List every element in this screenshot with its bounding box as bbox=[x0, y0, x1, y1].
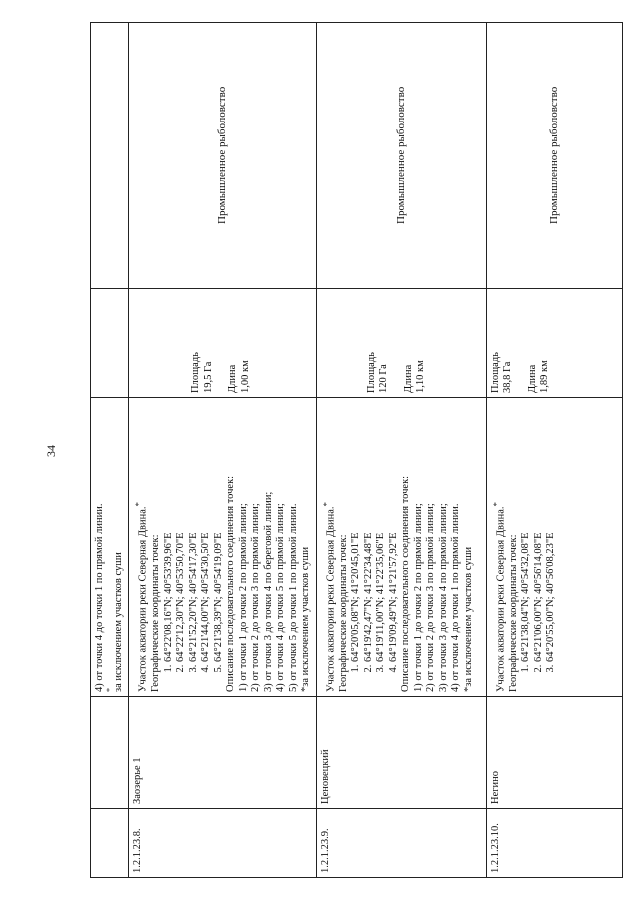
coords-heading: Географические координаты точек: bbox=[507, 534, 519, 692]
area-number: 1.2.1.23.9. bbox=[316, 809, 486, 878]
area-name: Негино bbox=[486, 697, 623, 809]
coord-item: 2. 64°22'12,30"N; 40°53'50,70"E bbox=[175, 402, 188, 662]
area-label: Площадь bbox=[489, 352, 501, 393]
connection-item: 4) от точки 4 до точки 5 по прямой линии; bbox=[275, 503, 286, 692]
coords-list bbox=[350, 402, 400, 692]
length-value: 1,00 км bbox=[239, 360, 251, 393]
asterisk: * bbox=[133, 502, 143, 507]
area-title: Участок акватории реки Северная Двина. bbox=[325, 506, 336, 692]
length-value: 1,10 км bbox=[415, 360, 426, 393]
length-label: Длина bbox=[227, 364, 238, 393]
coord-item: 3. 64°20'55,00"N; 40°56'08,23"E bbox=[545, 402, 558, 662]
connection-item: 4) от точки 4 до точки 1 по прямой линии. bbox=[450, 503, 461, 692]
coord-item: 2. 64°21'06,00"N; 40°56'14,08"E bbox=[533, 402, 546, 662]
connection-item: 2) от точки 2 до точки 3 по прямой линии; bbox=[425, 503, 436, 692]
coord-item: 3. 64°19'11,00"N; 41°22'35,06"E bbox=[375, 402, 388, 662]
rotated-table-wrapper bbox=[90, 68, 623, 878]
area-title: Участок акватории реки Северная Двина. bbox=[137, 506, 149, 692]
area-label: Площадь bbox=[190, 352, 201, 393]
cell-number-empty bbox=[91, 809, 129, 878]
asterisk: * bbox=[490, 502, 501, 507]
area-description bbox=[486, 398, 623, 697]
coord-item: 1. 64°22'08,16"N; 40°53'39,96"E bbox=[163, 402, 176, 662]
use-type: Промышленное рыболовство bbox=[394, 86, 407, 224]
cell-name-empty bbox=[91, 697, 129, 809]
footnote: *за исключением участков суши bbox=[300, 546, 311, 692]
page-number: 34 bbox=[44, 445, 58, 457]
table-row bbox=[316, 23, 486, 878]
continuation-line-1: 4) от точки 4 до точки 1 по прямой линии. bbox=[94, 503, 105, 692]
area-description bbox=[129, 398, 317, 697]
connection-item: 2) от точки 2 до точки 3 по прямой линии; bbox=[250, 503, 261, 692]
connection-heading: Описание последовательного соединения точек: bbox=[225, 475, 236, 692]
coord-item: 4. 64°19'09,49"N; 41°21'57,92"E bbox=[388, 402, 401, 662]
length-value: 1,89 км bbox=[539, 360, 550, 393]
area-description bbox=[316, 398, 486, 697]
connection-item: 5) от точки 5 до точки 1 по прямой линии. bbox=[287, 503, 299, 692]
use-type: Промышленное рыболовство bbox=[216, 86, 228, 224]
table-row-continuation bbox=[91, 23, 129, 878]
use-cell bbox=[486, 23, 623, 289]
cell-area-empty bbox=[91, 289, 129, 398]
area-value: 38,8 Га bbox=[502, 361, 513, 393]
length-label: Длина bbox=[402, 364, 414, 393]
area-number: 1.2.1.23.8. bbox=[129, 809, 317, 878]
continuation-asterisk: * bbox=[104, 688, 114, 692]
area-size-cell bbox=[129, 289, 317, 398]
coords-heading: Географические координаты точек: bbox=[150, 534, 161, 692]
connection-heading: Описание последовательного соединения точек: bbox=[400, 475, 411, 692]
cell-use-empty bbox=[91, 23, 129, 289]
footnote: *за исключением участков суши bbox=[462, 546, 474, 692]
coord-item: 1. 64°21'38,04"N; 40°54'32,08"E bbox=[520, 402, 533, 662]
use-type: Промышленное рыболовство bbox=[548, 86, 560, 224]
coord-item: 3. 64°21'52,20"N; 40°54'17,30"E bbox=[188, 402, 201, 662]
connection-item: 1) от точки 1 до точки 2 по прямой линии; bbox=[412, 503, 424, 692]
table-row bbox=[129, 23, 317, 878]
area-name: Заозерье 1 bbox=[129, 697, 317, 809]
coords-list bbox=[163, 402, 226, 692]
connection-item: 1) от точки 1 до точки 2 по прямой линии; bbox=[237, 503, 249, 692]
table-row bbox=[486, 23, 623, 878]
coord-item: 4. 64°21'44,00"N; 40°54'30,50"E bbox=[200, 402, 213, 662]
fishing-areas-table bbox=[90, 22, 623, 878]
area-label: Площадь bbox=[365, 352, 377, 393]
area-size-cell bbox=[316, 289, 486, 398]
coord-item: 5. 64°21'38,39"N; 40°54'19,09"E bbox=[213, 402, 226, 662]
continuation-line-2: за исключением участков суши bbox=[112, 552, 124, 692]
asterisk: * bbox=[320, 502, 331, 507]
area-value: 120 Га bbox=[378, 364, 389, 393]
area-size-cell bbox=[486, 289, 623, 398]
use-cell bbox=[129, 23, 317, 289]
coords-list bbox=[520, 402, 558, 692]
area-title: Участок акватории реки Северная Двина. bbox=[495, 506, 506, 692]
area-value: 19,5 Га bbox=[202, 361, 214, 393]
coord-item: 1. 64°20'05,08"N; 41°20'45,01"E bbox=[350, 402, 363, 662]
area-number: 1.2.1.23.10. bbox=[486, 809, 623, 878]
use-cell bbox=[316, 23, 486, 289]
cell-description-continuation bbox=[91, 398, 129, 697]
coord-item: 2. 64°19'42,47"N; 41°22'34,48"E bbox=[363, 402, 376, 662]
connection-item: 3) от точки 3 до точки 4 по прямой линии; bbox=[437, 503, 449, 692]
connection-item: 3) от точки 3 до точки 4 по береговой линии; bbox=[262, 491, 274, 692]
coords-heading: Географические координаты точек: bbox=[337, 534, 349, 692]
length-label: Длина bbox=[526, 364, 538, 393]
area-name: Ценовецкий bbox=[316, 697, 486, 809]
